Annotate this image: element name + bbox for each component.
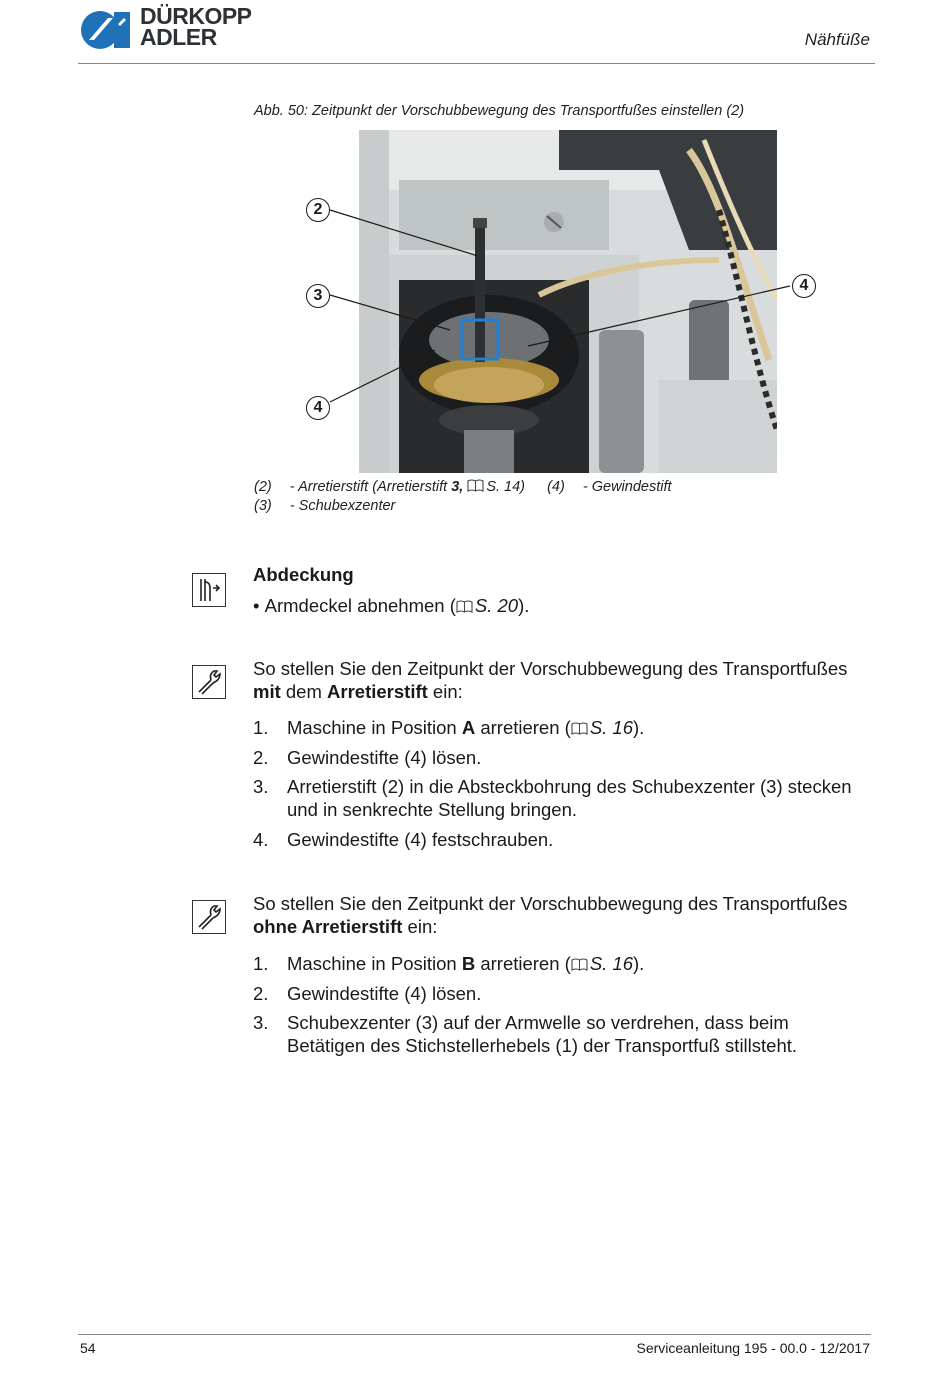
footer-divider — [78, 1334, 871, 1335]
wrench-icon — [192, 900, 226, 934]
logo-line-1: DÜRKOPP — [140, 3, 252, 29]
step-text: Gewindestifte (4) lösen. — [287, 983, 482, 1004]
step-number: 3. — [253, 776, 269, 797]
book-icon — [571, 958, 588, 971]
intro-text: So stellen Sie den Zeitpunkt der Vorschubbewegung des Transportfußes — [253, 893, 848, 914]
cover-bullet-text: Armdeckel abnehmen ( — [264, 595, 456, 616]
step-text: Gewindestifte (4) lösen. — [287, 747, 482, 768]
procedure-2-step — [253, 982, 481, 1005]
intro-bold-pin: Arretierstift — [327, 681, 428, 702]
legend-row-2 — [254, 498, 395, 514]
legend-item-2-ref: S. 14) — [486, 479, 526, 495]
step-end: ). — [633, 717, 645, 738]
brand-logo-text — [140, 3, 252, 50]
page-number: 54 — [80, 1340, 96, 1356]
cover-bullet — [253, 594, 529, 617]
section-title: Nähfüße — [804, 30, 870, 49]
cover-bullet-ref[interactable]: S. 20 — [474, 595, 519, 616]
procedure-1-step — [253, 716, 644, 739]
book-icon — [456, 600, 473, 613]
procedure-1-step — [253, 828, 553, 851]
step-end: ). — [633, 953, 645, 974]
bullet-dot: • — [253, 595, 265, 616]
step-number: 1. — [253, 717, 269, 738]
legend-item-2-text: - Arretierstift (Arretierstift — [289, 479, 448, 495]
logo-line-2: ADLER — [140, 24, 217, 50]
procedure-2-step — [253, 1011, 797, 1057]
callout-2: 2 — [306, 198, 330, 222]
book-icon — [571, 722, 588, 735]
step-number: 2. — [253, 747, 269, 768]
intro-end: ein: — [407, 916, 438, 937]
procedure-1-step — [253, 746, 481, 769]
legend-item-4-num: (4) — [547, 479, 565, 495]
step-text: Schubexzenter (3) auf der Armwelle so verdrehen, dass beim — [287, 1012, 789, 1033]
step-text: Gewindestifte (4) festschrauben. — [287, 829, 554, 850]
document-info: Serviceanleitung 195 - 00.0 - 12/2017 — [636, 1340, 870, 1356]
intro-mid: dem — [285, 681, 322, 702]
legend-item-2-bold: 3, — [451, 479, 464, 495]
cover-icon — [192, 573, 226, 607]
step-number: 3. — [253, 1012, 269, 1033]
step-number: 1. — [253, 953, 269, 974]
step-text-continued: Betätigen des Stichstellerhebels (1) der Transportfuß stillsteht. — [287, 1035, 798, 1056]
procedure-1-step — [253, 775, 852, 821]
cover-bullet-end: ). — [518, 595, 530, 616]
intro-text: So stellen Sie den Zeitpunkt der Vorschubbewegung des Transportfußes — [253, 658, 848, 679]
step-number: 4. — [253, 829, 269, 850]
step-number: 2. — [253, 983, 269, 1004]
header-divider — [78, 63, 875, 64]
callout-lines — [300, 190, 830, 430]
callout-3: 3 — [306, 284, 330, 308]
callout-4-left: 4 — [306, 396, 330, 420]
callout-4-right: 4 — [792, 274, 816, 298]
procedure-1-intro — [253, 657, 893, 703]
step-bold: A — [461, 717, 476, 738]
wrench-icon — [192, 665, 226, 699]
intro-bold: ohne Arretierstift — [253, 916, 403, 937]
step-post: arretieren ( — [480, 953, 571, 974]
step-text: Maschine in Position — [287, 953, 457, 974]
duerkopp-adler-logo-icon — [80, 10, 132, 50]
step-text-continued: und in senkrechte Stellung bringen. — [287, 799, 578, 820]
intro-end: ein: — [432, 681, 463, 702]
procedure-2-intro — [253, 892, 893, 938]
legend-row-1 — [254, 479, 672, 495]
step-bold: B — [461, 953, 476, 974]
legend-item-4-text: - Gewindestift — [582, 479, 672, 495]
legend-item-3-num: (3) — [254, 498, 272, 514]
legend-item-3-text: - Schubexzenter — [289, 498, 396, 514]
step-ref[interactable]: S. 16 — [589, 717, 634, 738]
section-heading-cover: Abdeckung — [253, 564, 354, 585]
step-text: Maschine in Position — [287, 717, 457, 738]
intro-bold-mit: mit — [253, 681, 281, 702]
procedure-2-step — [253, 952, 644, 975]
book-icon — [467, 479, 484, 492]
legend-item-2-num: (2) — [254, 479, 272, 495]
figure-caption: Abb. 50: Zeitpunkt der Vorschubbewegung des Transportfußes einstellen (2) — [254, 103, 745, 119]
step-post: arretieren ( — [480, 717, 571, 738]
step-ref[interactable]: S. 16 — [589, 953, 634, 974]
step-text: Arretierstift (2) in die Absteckbohrung des Schubexzenter (3) stecken — [287, 776, 852, 797]
